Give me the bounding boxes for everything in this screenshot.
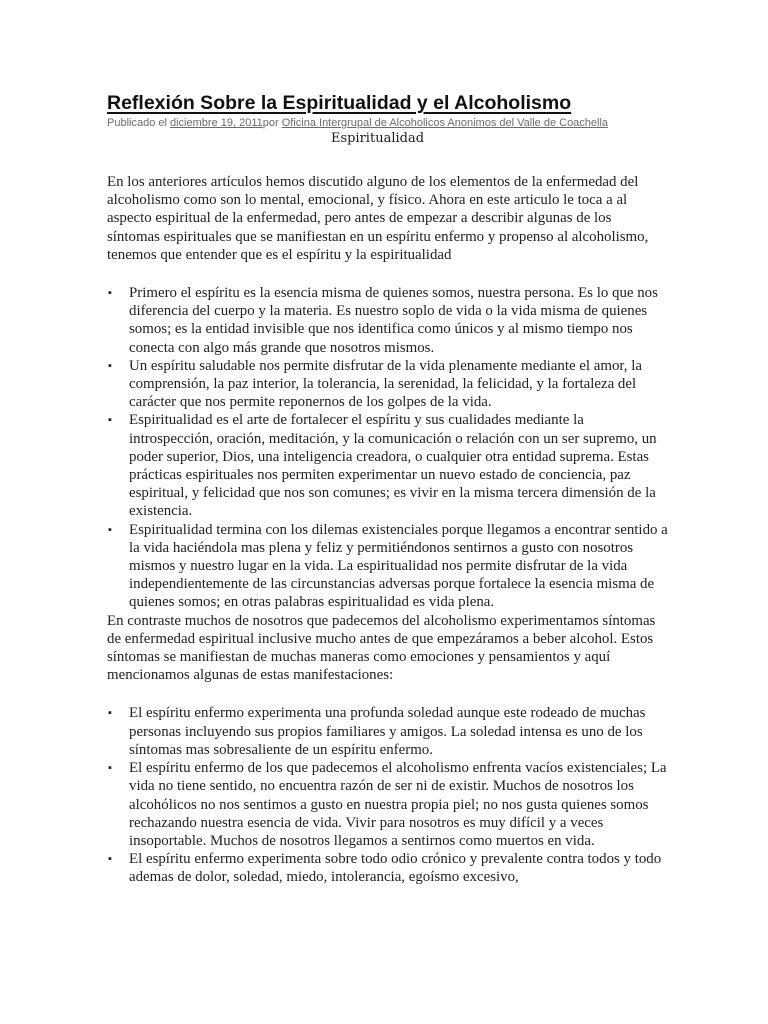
article-title: Reflexión Sobre la Espiritualidad y el Alcoholismo — [107, 92, 572, 114]
list-item — [107, 850, 668, 886]
author-link[interactable]: Oficina Intergrupal de Alcoholicos Anonimos del Valle de Coachella — [281, 117, 609, 129]
list-item — [107, 411, 668, 520]
list-item — [107, 704, 668, 759]
contrast-paragraph: En contraste muchos de nosotros que padecemos del alcoholismo experimentamos síntomas de enfermedad espiritual inclusive mucho antes de que empezáramos a beber alcohol. Estos síntomas se manifiestan de muchas maneras como emociones y pensamientos y aquí mencionamos algunas de estas manifestaciones: — [107, 612, 656, 684]
list-item — [107, 284, 668, 357]
date-link[interactable]: diciembre 19, 2011 — [170, 117, 263, 129]
list-item-text: Espiritualidad termina con los dilemas existenciales porque llegamos a encontrar sentido a la vida haciéndola mas plena y feliz y permitiéndonos sentirnos a gusto con nosotros mismos y nuestro lugar en la vida. La espiritualidad nos permite disfrutar de la vida independientemente de las circunstancias adversas porque fortalece la esencia misma de quienes somos; en otras palabras espiritualidad es vida plena. — [129, 521, 668, 611]
published-label: Publicado el — [107, 117, 170, 129]
list-item-text: Espiritualidad es el arte de fortalecer el espíritu y sus cualidades mediante la introspección, oración, meditación, y la comunicación o relación con un ser supremo, un poder superior, Dios, una inteligencia creadora, o cualquier otra entidad suprema. Estas prácticas espirituales nos permiten experimentar un nuevo estado de conciencia, paz espiritual, y felicidad que nos son comunes; es vivir en la misma tercera dimensión de la existencia. — [129, 412, 657, 520]
paragraph-gap — [107, 684, 668, 704]
list-item — [107, 521, 668, 612]
bullet-icon: ▪ — [108, 853, 112, 866]
bullet-icon: ▪ — [108, 707, 112, 720]
section-subtitle: Espiritualidad — [330, 131, 425, 146]
spirit-definition-list — [107, 284, 668, 612]
bullet-icon: ▪ — [108, 762, 112, 775]
by-label: por — [262, 117, 282, 129]
symptoms-list — [107, 704, 668, 886]
article-meta — [107, 116, 668, 130]
paragraph-gap — [107, 264, 668, 284]
list-item-text: El espíritu enfermo experimenta una profunda soledad aunque este rodeado de muchas personas incluyendo sus propios familiares y amigos. La soledad intensa es uno de los síntomas mas sobresaliente de un espíritu enfermo. — [129, 705, 646, 758]
bullet-icon: ▪ — [108, 523, 112, 536]
list-item — [107, 759, 668, 850]
list-item — [107, 357, 668, 412]
bullet-icon: ▪ — [108, 414, 112, 427]
bullet-icon: ▪ — [108, 287, 112, 300]
list-item-text: Un espíritu saludable nos permite disfrutar de la vida plenamente mediante el amor, la comprensión, la paz interior, la tolerancia, la serenidad, la felicidad, y la fortaleza del carácter que nos permite reponernos de los golpes de la vida. — [129, 357, 642, 411]
bullet-icon: ▪ — [108, 359, 112, 372]
list-item-text: El espíritu enfermo de los que padecemos el alcoholismo enfrenta vacíos existenciales; La vida no tiene sentido, no encuentra razón de ser ni de existir. Muchos de nosotros los alcohólicos no nos sentimos a gusto en nuestra propia piel; no nos gusta quienes somos rechazando nuestra esencia de vida. Vivir para nosotros es muy difícil y a veces insoportable. Muchos de nosotros llegamos a sentirnos como muertos en vida. — [129, 760, 667, 849]
intro-paragraph: En los anteriores artículos hemos discutido alguno de los elementos de la enfermedad del alcoholismo como son lo mental, emocional, y físico. Ahora en este articulo le toca a al aspecto espiritual de la enfermedad, pero antes de empezar a describir algunas de los síntomas espirituales que se manifiestan en un espíritu enfermo y propenso al alcoholismo, tenemos que entender que es el espíritu y la espiritualidad — [107, 174, 649, 263]
article-body — [107, 173, 668, 887]
list-item-text: El espíritu enfermo experimenta sobre todo odio crónico y prevalente contra todos y todo ademas de dolor, soledad, miedo, intolerancia, egoísmo excesivo, — [129, 851, 662, 886]
list-item-text: Primero el espíritu es la esencia misma de quienes somos, nuestra persona. Es lo que nos diferencia del cuerpo y la materia. Es nuestro soplo de vida o la vida misma de quienes somos; es la entidad invisible que nos identifica como únicos y al mismo tiempo nos conecta con algo más grande que nosotros mismos. — [129, 285, 658, 356]
